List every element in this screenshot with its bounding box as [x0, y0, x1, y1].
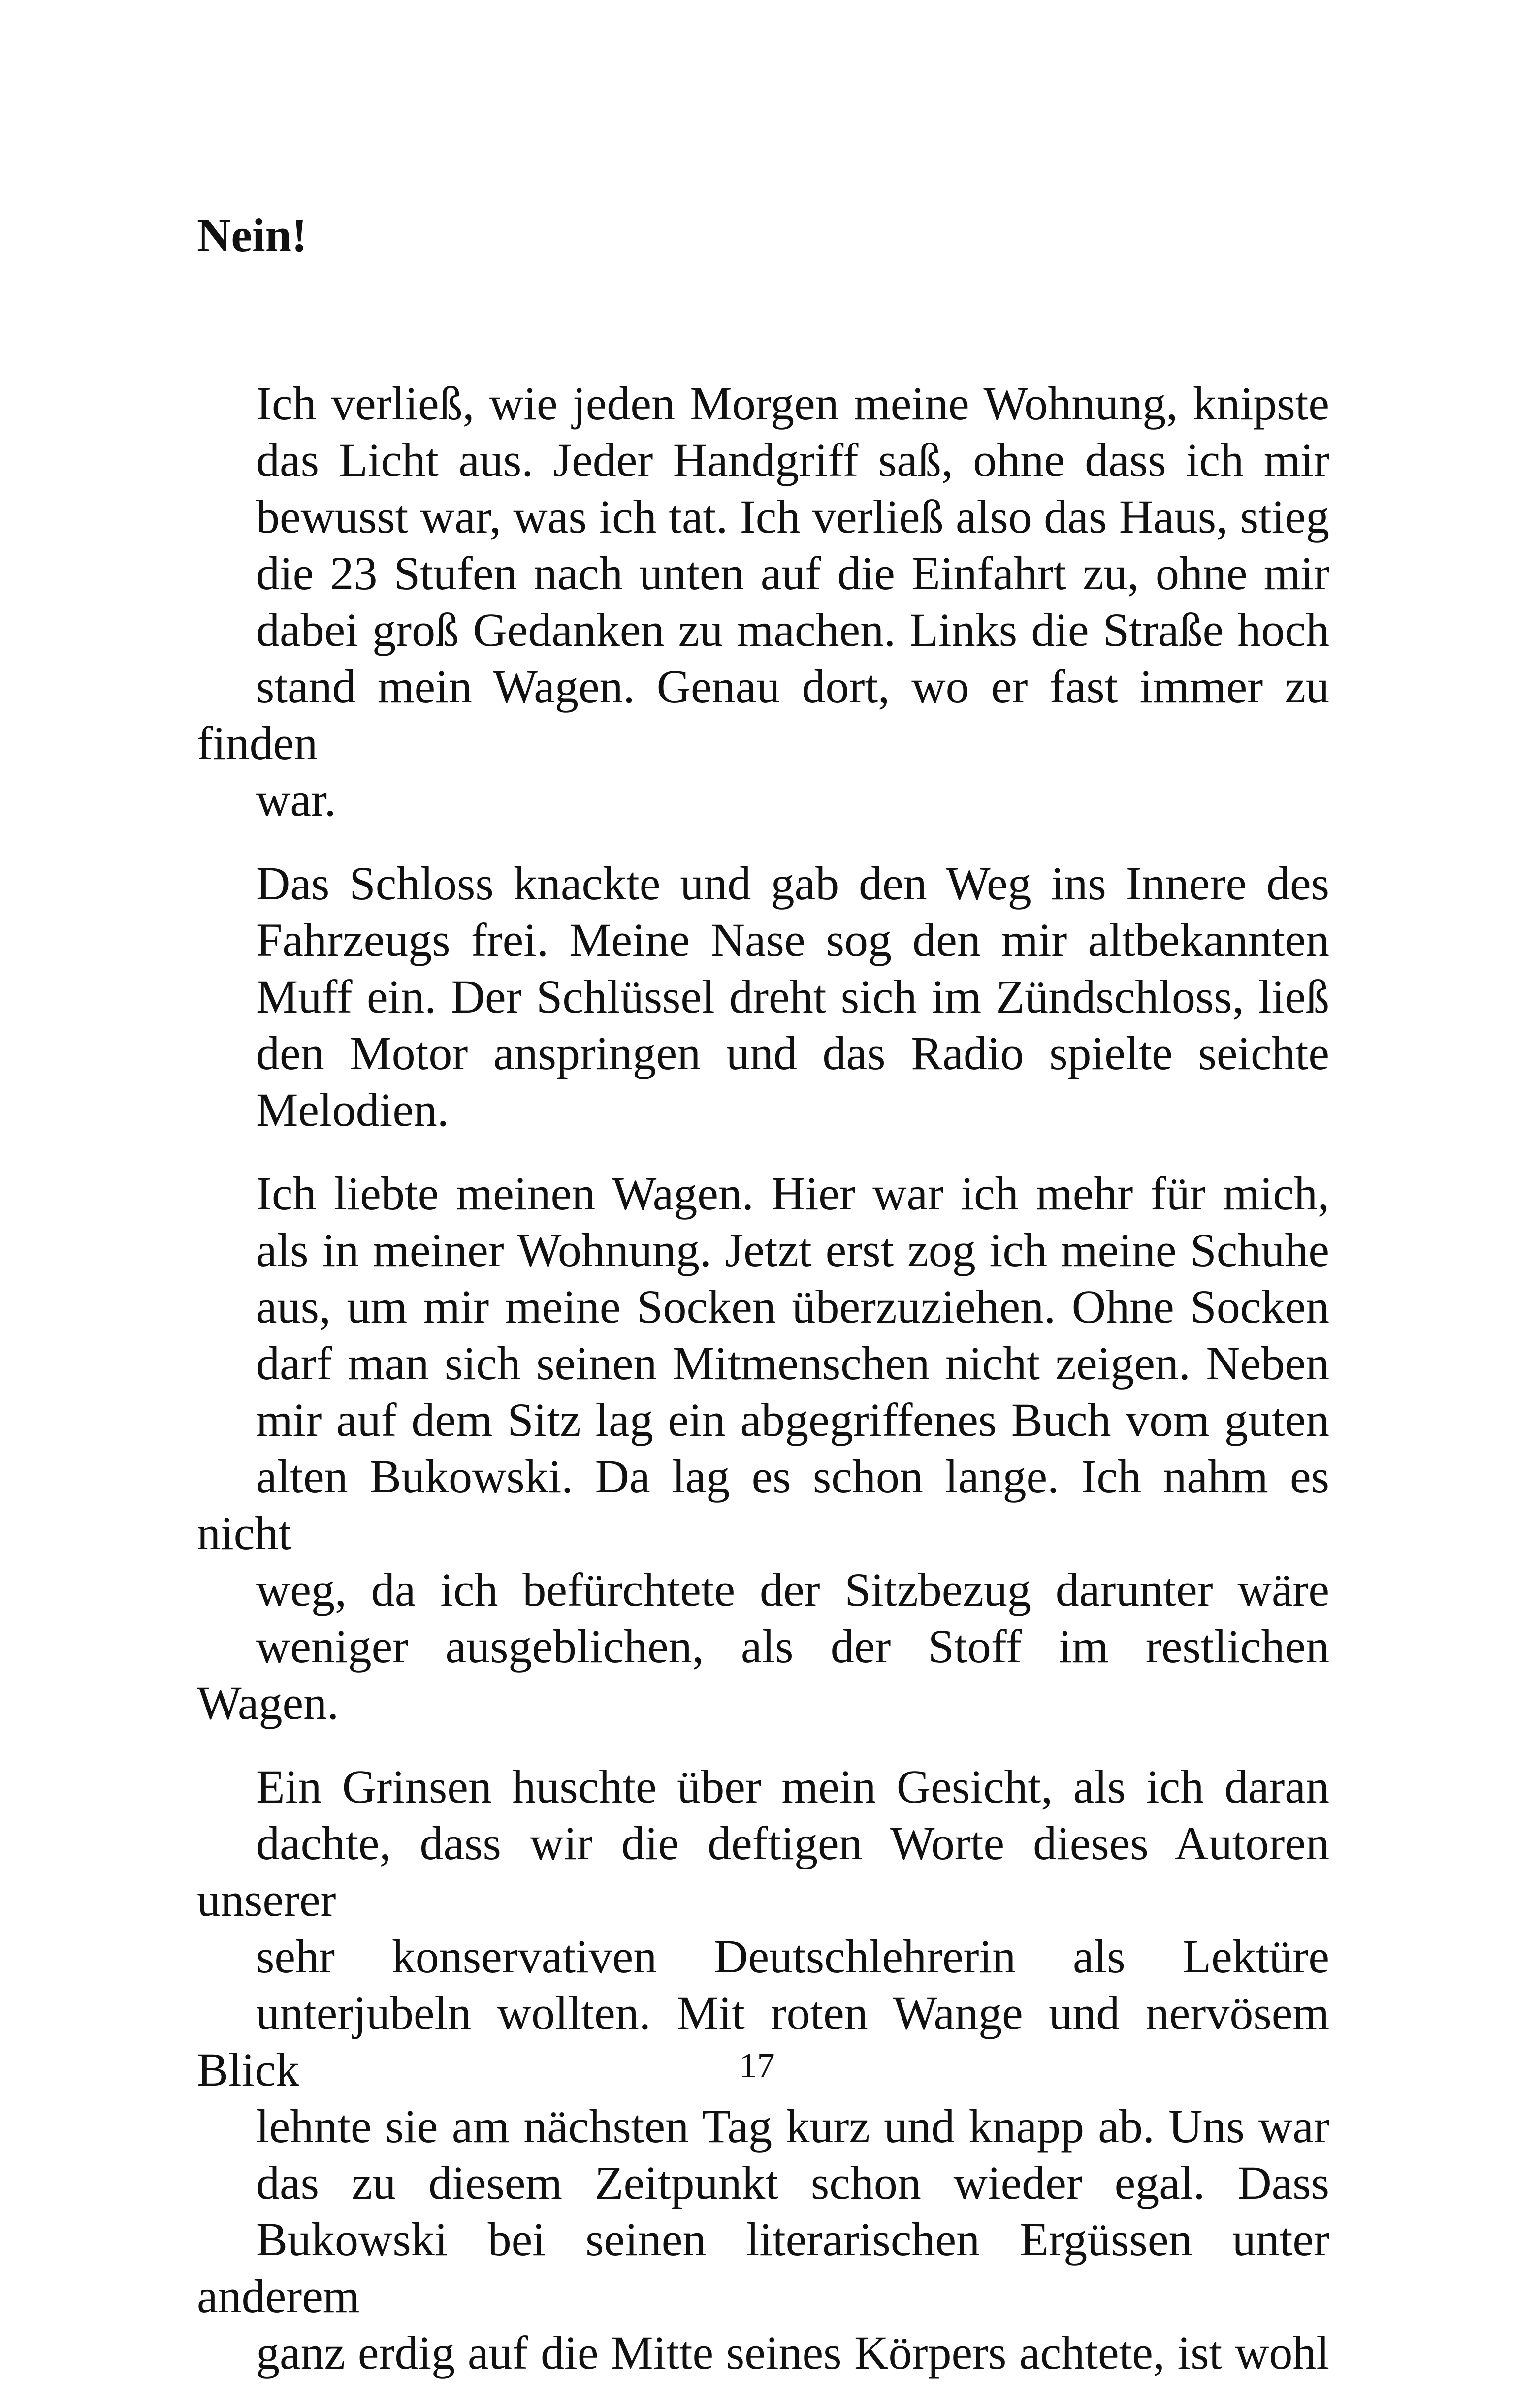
body-text	[197, 375, 1329, 2408]
text-line: weg, da ich befürchtete der Sitzbezug darunter wäre	[256, 1563, 1329, 1616]
text-line: alten Bukowski. Da lag es schon lange. Ich nahm es nicht	[197, 1450, 1329, 1559]
text-line: mir auf dem Sitz lag ein abgegriffenes Buch vom guten	[256, 1394, 1329, 1446]
text-line: das zu diesem Zeitpunkt schon wieder egal. Dass	[256, 2156, 1329, 2209]
paragraph	[197, 375, 1329, 828]
paragraph	[197, 1165, 1329, 1731]
text-line: darf man sich seinen Mitmenschen nicht zeigen. Neben	[256, 1337, 1329, 1390]
text-line: unterjubeln wollten. Mit roten Wange und nervösem Blick	[197, 1987, 1329, 2096]
text-line: lehnte sie am nächsten Tag kurz und knapp ab. Uns war	[256, 2100, 1329, 2153]
text-line: den Motor anspringen und das Radio spielte seichte	[256, 1027, 1329, 1079]
text-line: aus, um mir meine Socken überzuziehen. Ohne Socken	[256, 1280, 1329, 1333]
text-line: weniger ausgeblichen, als der Stoff im restlichen Wagen.	[197, 1620, 1329, 1729]
text-line: dachte, dass wir die deftigen Worte dieses Autoren unserer	[197, 1817, 1329, 1926]
text-line: dabei groß Gedanken zu machen. Links die Straße hoch	[256, 603, 1329, 656]
text-line: war.	[256, 773, 336, 826]
text-line: Ich liebte meinen Wagen. Hier war ich mehr für mich,	[256, 1167, 1329, 1220]
text-line: die 23 Stufen nach unten auf die Einfahrt zu, ohne mir	[256, 547, 1329, 600]
text-line: stand mein Wagen. Genau dort, wo er fast immer zu finden	[197, 660, 1329, 769]
text-line: Das Schloss knackte und gab den Weg ins Innere des	[256, 857, 1329, 910]
text-line: Bukowski bei seinen literarischen Ergüssen unter anderem	[197, 2213, 1329, 2322]
text-line: sehr konservativen Deutschlehrerin als Lektüre	[256, 1930, 1329, 1983]
text-line: als in meiner Wohnung. Jetzt erst zog ich meine Schuhe	[256, 1224, 1329, 1276]
text-line: ganz erdig auf die Mitte seines Körpers achtete, ist wohl	[256, 2326, 1329, 2379]
text-line: Ich verließ, wie jeden Morgen meine Wohnung, knipste	[256, 377, 1329, 430]
paragraph	[197, 855, 1329, 1138]
chapter-title: Nein!	[197, 209, 307, 261]
text-line: das Licht aus. Jeder Handgriff saß, ohne dass ich mir	[256, 434, 1329, 486]
text-line: Ein Grinsen huschte über mein Gesicht, als ich daran	[256, 1760, 1329, 1813]
text-line: Muff ein. Der Schlüssel dreht sich im Zündschloss, ließ	[256, 970, 1329, 1023]
text-line: bewusst war, was ich tat. Ich verließ also das Haus, stieg	[256, 490, 1329, 543]
text-line: Fahrzeugs frei. Meine Nase sog den mir altbekannten	[256, 914, 1329, 966]
text-line: Melodien.	[256, 1083, 449, 1136]
page-number: 17	[739, 2046, 775, 2085]
